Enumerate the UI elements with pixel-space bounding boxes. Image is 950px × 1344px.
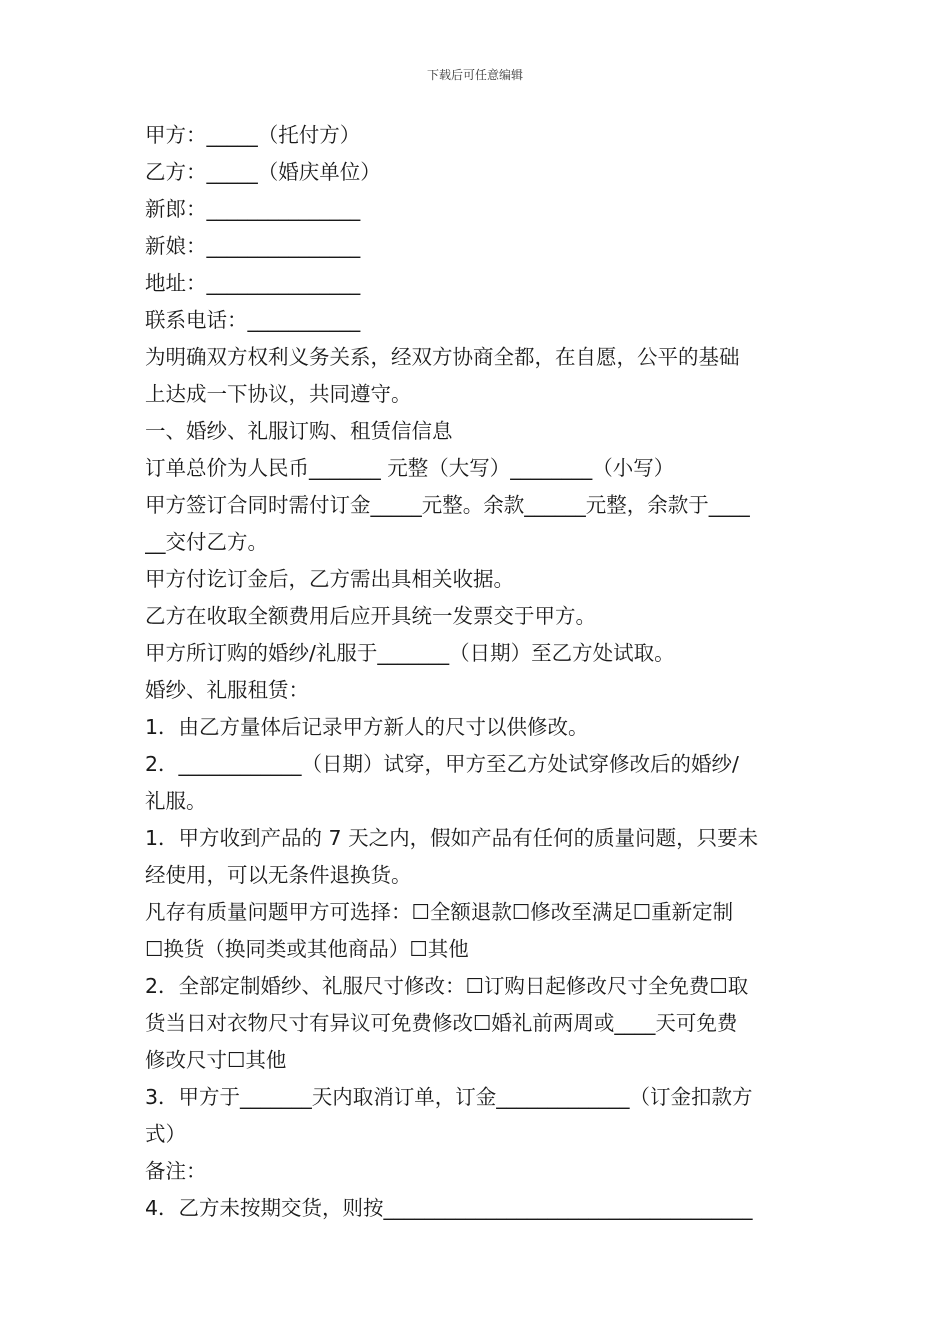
- intro-paragraph-line-2: 上达成一下协议，共同遵守。: [145, 382, 412, 406]
- alteration-line-3: 修改尺寸☐其他: [145, 1048, 287, 1072]
- fitting-date-line: 甲方所订购的婚纱/礼服于_______（日期）至乙方处试取。: [145, 641, 675, 665]
- document-body: [145, 117, 810, 1227]
- clause-return-line-1: 1．甲方收到产品的 7 天之内，假如产品有任何的质量问题，只要未: [145, 826, 759, 850]
- remarks-label: 备注：: [145, 1159, 207, 1183]
- deposit-line-2: __交付乙方。: [145, 530, 268, 554]
- address-line: 地址：_______________: [145, 271, 361, 295]
- party-b-line: 乙方：_____（婚庆单位）: [145, 160, 381, 184]
- cancellation-line-2: 式）: [145, 1122, 186, 1146]
- total-price-line: 订单总价为人民币_______ 元整（大写）________（小写）: [145, 456, 675, 480]
- cancellation-line-1: 3．甲方于_______天内取消订单，订金_____________（订金扣款方: [145, 1085, 753, 1109]
- section-heading: 一、婚纱、礼服订购、租赁信信息: [145, 419, 453, 443]
- quality-options-line-2: ☐换货（换同类或其他商品）☐其他: [145, 937, 469, 961]
- alteration-line-1: 2．全部定制婚纱、礼服尺寸修改：☐订购日起修改尺寸全免费☐取: [145, 974, 749, 998]
- alteration-line-2: 货当日对衣物尺寸有异议可免费修改☐婚礼前两周或____天可免费: [145, 1011, 738, 1035]
- quality-options-line-1: 凡存有质量问题甲方可选择：☐全额退款☐修改至满足☐重新定制: [145, 900, 734, 924]
- groom-line: 新郎：_______________: [145, 197, 361, 221]
- invoice-line: 乙方在收取全额费用后应开具统一发票交于甲方。: [145, 604, 596, 628]
- bride-line: 新娘：_______________: [145, 234, 361, 258]
- late-delivery-line: 4．乙方未按期交货，则按____________________________________: [145, 1196, 753, 1220]
- intro-paragraph-line-1: 为明确双方权利义务关系，经双方协商全都，在自愿，公平的基础: [145, 345, 740, 369]
- receipt-line: 甲方付讫订金后，乙方需出具相关收据。: [145, 567, 514, 591]
- clause-measure: 1．由乙方量体后记录甲方新人的尺寸以供修改。: [145, 715, 589, 739]
- deposit-line-1: 甲方签订合同时需付订金_____元整。余款______元整，余款于____: [145, 493, 750, 517]
- phone-line: 联系电话：___________: [145, 308, 361, 332]
- clause-fitting-line-2: 礼服。: [145, 789, 207, 813]
- party-a-line: 甲方：_____（托付方）: [145, 123, 361, 147]
- header-note: 下载后可任意编辑: [426, 68, 523, 82]
- clause-fitting-line-1: 2．____________（日期）试穿，甲方至乙方处试穿修改后的婚纱/: [145, 752, 739, 776]
- clause-return-line-2: 经使用，可以无条件退换货。: [145, 863, 412, 887]
- rental-heading: 婚纱、礼服租赁：: [145, 678, 309, 702]
